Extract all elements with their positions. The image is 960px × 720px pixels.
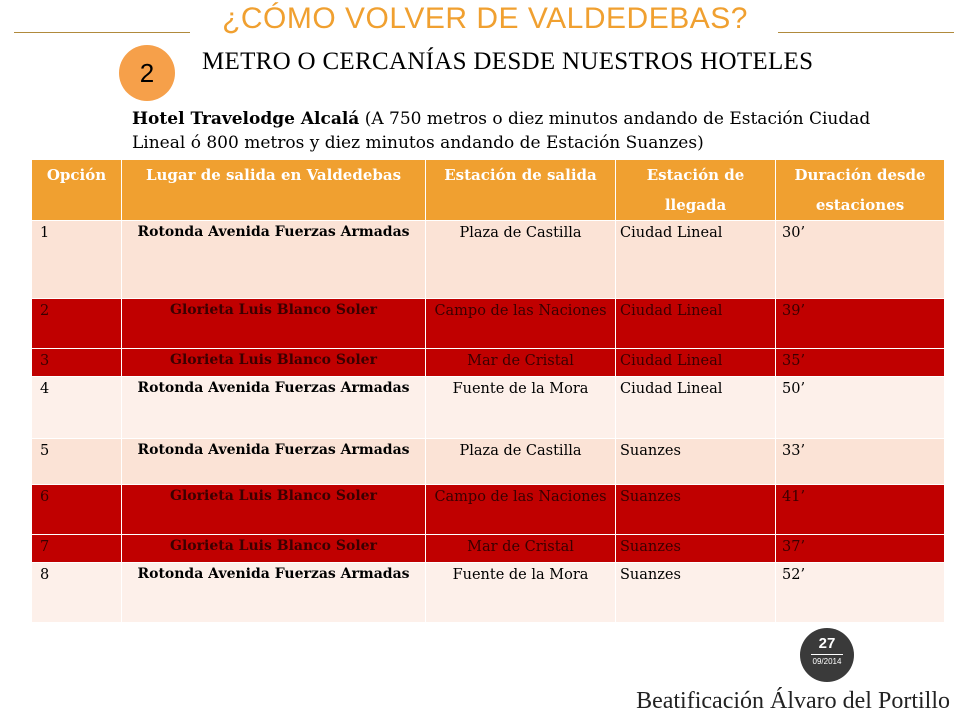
hotel-name: Hotel Travelodge Alcalá: [132, 109, 360, 129]
title-rule-right: [778, 32, 954, 33]
arrival-station-cell: Ciudad Lineal: [616, 221, 776, 299]
arrival-station-cell: Suanzes: [616, 563, 776, 623]
slide-title: ¿CÓMO VOLVER DE VALDEDEBAS?: [222, 2, 748, 35]
slide-subtitle: METRO O CERCANÍAS DESDE NUESTROS HOTELES: [202, 48, 814, 75]
duration-cell: 50’: [776, 377, 945, 439]
option-cell: 5: [32, 439, 122, 485]
footer-event-name: Beatificación Álvaro del Portillo: [636, 688, 950, 714]
departure-place-cell: Rotonda Avenida Fuerzas Armadas: [122, 439, 426, 485]
table-row: [32, 439, 945, 485]
hotel-info: [132, 107, 912, 155]
header-duracion: Duración desde estaciones: [776, 160, 945, 221]
departure-place-cell: Glorieta Luis Blanco Soler: [122, 535, 426, 563]
departure-station-cell: Mar de Cristal: [426, 535, 616, 563]
table-row: [32, 377, 945, 439]
header-estacion-salida: Estación de salida: [426, 160, 616, 221]
header-lugar-salida: Lugar de salida en Valdedebas: [122, 160, 426, 221]
departure-station-cell: Plaza de Castilla: [426, 439, 616, 485]
duration-cell: 41’: [776, 485, 945, 535]
departure-station-cell: Campo de las Naciones: [426, 299, 616, 349]
date-separator: [811, 654, 843, 655]
duration-cell: 39’: [776, 299, 945, 349]
arrival-station-cell: Ciudad Lineal: [616, 349, 776, 377]
arrival-station-cell: Suanzes: [616, 439, 776, 485]
table-row: [32, 485, 945, 535]
departure-place-cell: Glorieta Luis Blanco Soler: [122, 485, 426, 535]
date-month-year: 09/2014: [812, 657, 842, 666]
table-row: [32, 535, 945, 563]
departure-place-cell: Rotonda Avenida Fuerzas Armadas: [122, 221, 426, 299]
option-cell: 6: [32, 485, 122, 535]
option-cell: 1: [32, 221, 122, 299]
option-cell: 2: [32, 299, 122, 349]
departure-station-cell: Plaza de Castilla: [426, 221, 616, 299]
departure-place-cell: Rotonda Avenida Fuerzas Armadas: [122, 377, 426, 439]
duration-cell: 52’: [776, 563, 945, 623]
option-cell: 7: [32, 535, 122, 563]
departure-place-cell: Glorieta Luis Blanco Soler: [122, 299, 426, 349]
arrival-station-cell: Ciudad Lineal: [616, 299, 776, 349]
table-row: [32, 299, 945, 349]
header-opcion: Opción: [32, 160, 122, 221]
departure-place-cell: Glorieta Luis Blanco Soler: [122, 349, 426, 377]
table-row: [32, 563, 945, 623]
duration-cell: 37’: [776, 535, 945, 563]
table-header-row: [32, 160, 945, 221]
date-day: 27: [818, 635, 836, 652]
header-estacion-llegada: Estación de llegada: [616, 160, 776, 221]
departure-place-cell: Rotonda Avenida Fuerzas Armadas: [122, 563, 426, 623]
option-cell: 4: [32, 377, 122, 439]
duration-cell: 35’: [776, 349, 945, 377]
option-cell: 8: [32, 563, 122, 623]
duration-cell: 30’: [776, 221, 945, 299]
table-row: [32, 349, 945, 377]
table-row: [32, 221, 945, 299]
duration-cell: 33’: [776, 439, 945, 485]
departure-station-cell: Fuente de la Mora: [426, 377, 616, 439]
arrival-station-cell: Suanzes: [616, 485, 776, 535]
departure-station-cell: Fuente de la Mora: [426, 563, 616, 623]
hotel-details: (A 750 metros o diez minutos andando de Estación Ciudad Lineal ó 800 metros y diez minutos andando de Estación Suanzes): [132, 109, 871, 153]
routes-table: [31, 159, 945, 623]
departure-station-cell: Campo de las Naciones: [426, 485, 616, 535]
departure-station-cell: Mar de Cristal: [426, 349, 616, 377]
arrival-station-cell: Ciudad Lineal: [616, 377, 776, 439]
arrival-station-cell: Suanzes: [616, 535, 776, 563]
title-rule-left: [14, 32, 190, 33]
date-badge: [800, 628, 854, 682]
step-number-badge: 2: [119, 45, 175, 101]
option-cell: 3: [32, 349, 122, 377]
